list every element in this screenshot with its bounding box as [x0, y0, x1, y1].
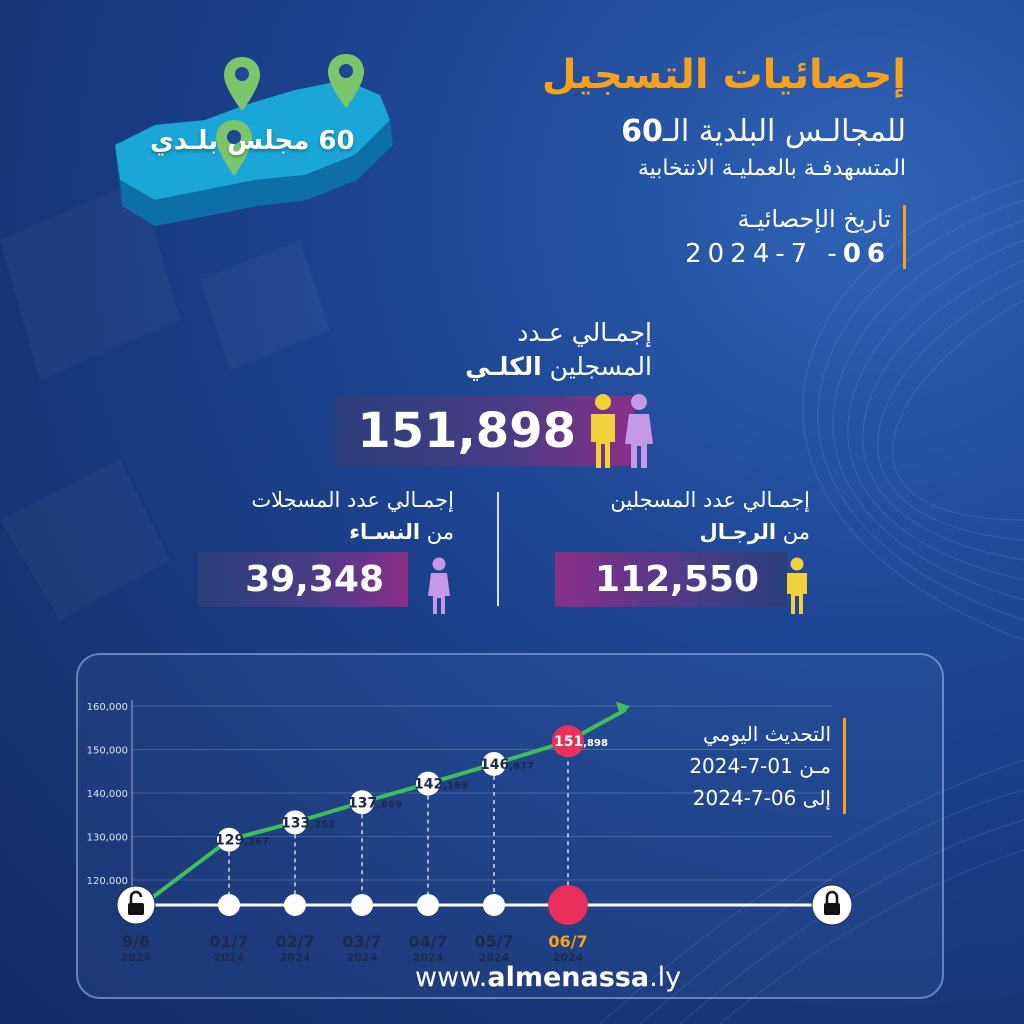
data-label: 151,898	[554, 734, 608, 751]
men-registered-label: إجمـالي عدد المسجلين من الرجـال	[610, 488, 810, 544]
x-tick-year: 2024	[478, 951, 510, 964]
timeline-marker-current	[548, 885, 588, 925]
councils-count-label: 60 مجلس بلـدي	[150, 126, 355, 156]
data-label: 137,869	[348, 795, 402, 812]
x-tick-year: 2024	[412, 951, 444, 964]
y-tick-label: 150,000	[86, 745, 128, 757]
x-tick-date: 01/7	[209, 932, 249, 951]
x-tick-year: 2024	[120, 951, 152, 964]
x-tick-date: 02/7	[275, 932, 315, 951]
x-tick-date: 05/7	[474, 932, 514, 951]
subtitle-line2: المتسهدفـة بالعمليـة الانتخابية	[637, 156, 906, 181]
timeline-marker	[417, 894, 439, 916]
x-tick-date: 06/7	[548, 932, 588, 951]
x-tick-date: 04/7	[408, 932, 448, 951]
page-title: إحصائيات التسجيل	[541, 52, 906, 98]
data-label: 133,252	[281, 815, 335, 832]
timeline-marker	[351, 894, 373, 916]
data-label: 129,267	[215, 832, 269, 849]
lock-open-icon-body	[128, 903, 144, 915]
date-day: 06	[842, 239, 891, 269]
total-registered-value: 151,898	[357, 403, 576, 459]
subtitle: للمجالـس البلدية الـ60	[621, 114, 906, 149]
data-label: 146,677	[480, 756, 534, 773]
y-tick-label: 130,000	[86, 832, 128, 844]
y-tick-label: 160,000	[86, 702, 128, 713]
y-tick-label: 120,000	[86, 876, 128, 887]
timeline-marker	[483, 894, 505, 916]
x-tick-date: 03/7	[342, 932, 382, 951]
x-tick-year: 2024	[279, 951, 311, 964]
total-registered-label: إجمـالي عـدد المسجلين الكلـي	[465, 318, 652, 381]
women-registered-value: 39,348	[245, 559, 384, 600]
date-month-year: 2024-7 -	[685, 239, 843, 269]
chart-legend: التحديث اليومي مـن 01-7-2024 إلى 06-7-2024	[689, 718, 846, 814]
x-tick-year: 2024	[346, 951, 378, 964]
website-url[interactable]: www.almenassa.ly	[415, 962, 682, 993]
data-label: 142,169	[414, 776, 468, 793]
x-tick-year: 2024	[552, 951, 584, 964]
women-registered-label: إجمـالي عدد المسجلات من النسـاء	[251, 488, 454, 544]
timeline-marker	[284, 894, 306, 916]
lock-closed-icon-body	[824, 903, 840, 915]
date-label: تاريخ الإحصائيـة	[737, 205, 891, 233]
x-tick-date: 9/6	[121, 932, 151, 951]
timeline-marker	[218, 894, 240, 916]
men-registered-value: 112,550	[595, 559, 759, 600]
y-tick-label: 140,000	[86, 789, 128, 800]
x-tick-year: 2024	[213, 951, 245, 964]
